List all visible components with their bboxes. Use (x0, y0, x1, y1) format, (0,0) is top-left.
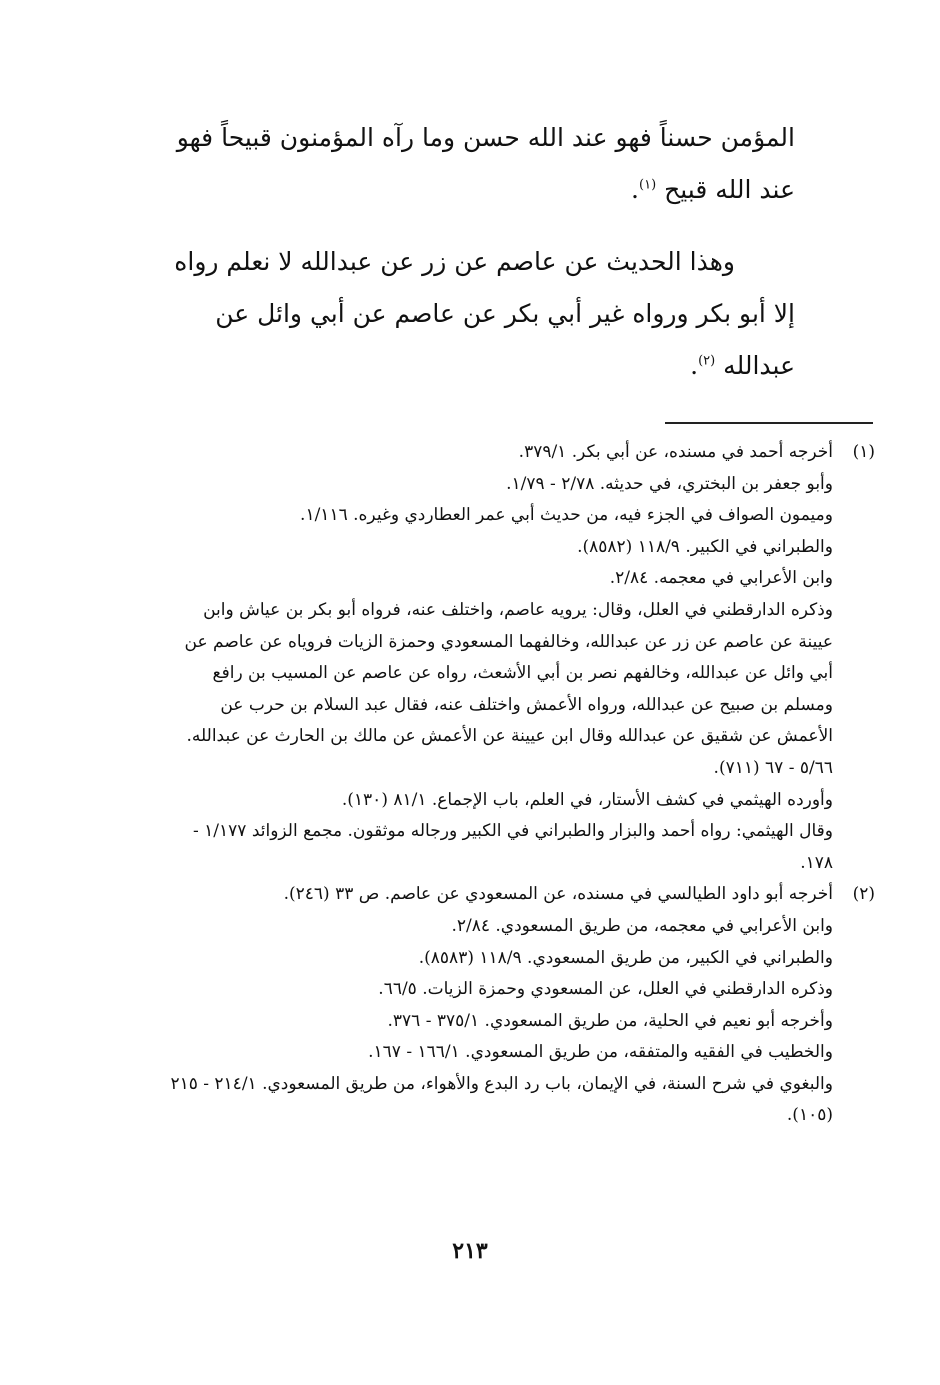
footnote-line: والخطيب في الفقيه والمتفقه، من طريق المسعودي. ١٦٦/١ - ١٦٧. (368, 1042, 833, 1063)
footnote-line: وأبو جعفر بن البختري، في حديثه. ٢/٧٨ - ١/٧٩. (506, 473, 833, 494)
footnote-line: وابن الأعرابي في معجمه، من طريق المسعودي. ٢/٨٤. (451, 915, 833, 936)
footnote-line: وقال الهيثمي: رواه أحمد والبزار والطبراني في الكبير ورجاله موثقون. مجمع الزوائد ١/١٧٧ - ١٧٨. (193, 821, 833, 873)
footnote-1 (170, 437, 875, 879)
footnote-number: (١) (852, 442, 875, 462)
footnote-line: وأخرجه أبو نعيم في الحلية، من طريق المسعودي. ٣٧٥/١ - ٣٧٦. (387, 1010, 833, 1031)
footnote-ref-1: (١) (639, 177, 657, 193)
paragraph-text: وهذا الحديث عن عاصم عن زر عن عبدالله لا نعلم رواه إلا أبو بكر ورواه غير أبي بكر عن عاصم عن أبي وائل عن عبدالله (174, 247, 795, 380)
footnote-line: وابن الأعرابي في معجمه. ٢/٨٤. (609, 568, 833, 589)
footnote-line: وأورده الهيثمي في كشف الأستار، في العلم، باب الإجماع. ٨١/١ (١٣٠). (341, 789, 833, 810)
footnote-divider (665, 422, 873, 424)
paragraph-text: المؤمن حسناً فهو عند الله حسن وما رآه المؤمنون قبيحاً فهو عند الله قبيح (176, 123, 795, 204)
footnote-line: أخرجه أحمد في مسنده، عن أبي بكر. ٣٧٩/١. (518, 442, 833, 462)
footnote-line: والبغوي في شرح السنة، في الإيمان، باب رد البدع والأهواء، من طريق المسعودي. ٢١٤/١ - ٢١٥ (١٠٥). (170, 1073, 833, 1126)
page-number: ٢١٣ (452, 1238, 488, 1264)
paragraph-1: المؤمن حسناً فهو عند الله حسن وما رآه المؤمنون قبيحاً فهو عند الله قبيح $^{(١)}$. (176, 123, 795, 204)
footnote-2 (170, 879, 875, 1132)
footnote-number: (٢) (852, 884, 875, 905)
main-text (170, 112, 795, 392)
footnotes (170, 437, 875, 1132)
footnote-line: وميمون الصواف في الجزء فيه، من حديث أبي عمر العطاردي وغيره. ١/١١٦. (300, 505, 833, 526)
footnote-line: والطبراني في الكبير، من طريق المسعودي. ١١٨/٩ (٨٥٨٣). (418, 947, 833, 968)
footnote-line: أخرجه أبو داود الطيالسي في مسنده، عن المسعودي عن عاصم. ص ٣٣ (٢٤٦). (283, 884, 833, 905)
paragraph-2: وهذا الحديث عن عاصم عن زر عن عبدالله لا نعلم رواه إلا أبو بكر ورواه غير أبي بكر عن عاصم عن أبي وائل عن عبدالله $^{(٢)}$. (174, 247, 795, 380)
footnote-line: وذكره الدارقطني في العلل، وقال: يرويه عاصم، واختلف عنه، فرواه أبو بكر بن عياش وابن عيينة عن عاصم عن زر عن عبدالله، وخالفهما المسعودي وحمزة الزيات فروياه عن عاصم عن أبي وائل عن عبدالله، وخالفهم نصر بن أبي الأشعث، رواه عن عاصم عن المسيب بن رافع ومسلم بن صبيح عن عبدالله، ورواه الأعمش واختلف عنه، فقال عبد السلام بن حرب عن الأعمش عن شقيق عن عبدالله وقال ابن عيينة عن الأعمش عن مالك بن الحارث عن عبدالله. ٥/٦٦ - ٦٧ (٧١١). (184, 599, 833, 778)
footnote-ref-2: (٢) (698, 353, 716, 369)
footnote-line: والطبراني في الكبير. ١١٨/٩ (٨٥٨٢). (577, 536, 833, 557)
footnote-line: وذكره الدارقطني في العلل، عن المسعودي وحمزة الزيات. ٦٦/٥. (378, 979, 833, 1000)
